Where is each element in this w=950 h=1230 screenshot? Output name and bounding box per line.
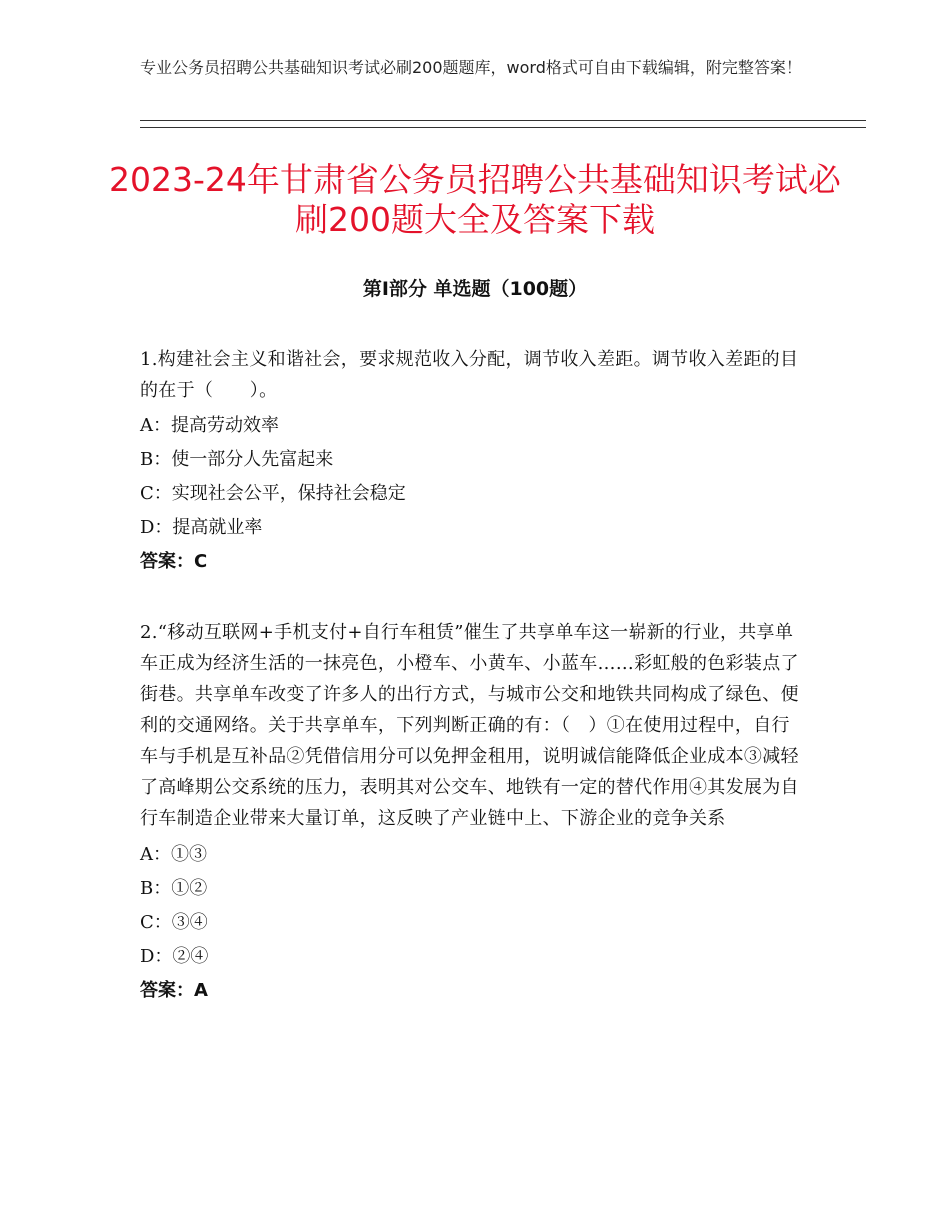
option-c: C：实现社会公平，保持社会稳定 [140, 483, 406, 504]
answer: 答案：C [140, 551, 208, 572]
question-text: 2.“移动互联网+手机支付+自行车租赁”催生了共享单车这一崭新的行业，共享单车正成为经济生活的一抹亮色，小橙车、小黄车、小蓝车……彩虹般的色彩装点了街巷。共享单车改变了许多人的出行方式，与城市公交和地铁共同构成了绿色、便利的交通网络。关于共享单车，下列判断正确的有：（ ）①在使用过程中，自行车与手机是互补品②凭借信用分可以免押金租用，说明诚信能降低企业成本③减轻了高峰期公交系统的压力，表明其对公交车、地铁有一定的替代作用④其发展为自行车制造企业带来大量订单，这反映了产业链中上、下游企业的竞争关系 [140, 622, 799, 829]
question-1 [140, 344, 800, 579]
option-d: D：提高就业率 [140, 517, 263, 538]
option-b: B：①② [140, 878, 208, 899]
header-note: 专业公务员招聘公共基础知识考试必刷200题题库，word格式可自由下载编辑，附完整答案！ [140, 58, 802, 77]
answer: 答案：A [140, 980, 208, 1001]
section-title: 第Ⅰ部分 单选题（100题） [362, 278, 588, 300]
option-b: B：使一部分人先富起来 [140, 449, 334, 470]
question-text: 1.构建社会主义和谐社会，要求规范收入分配，调节收入差距。调节收入差距的目的在于（ ）。 [140, 349, 799, 401]
question-2 [140, 617, 800, 1008]
option-a: A：提高劳动效率 [140, 415, 279, 436]
option-c: C：③④ [140, 912, 208, 933]
document-title: 2023-24年甘肃省公务员招聘公共基础知识考试必刷200题大全及答案下载 [109, 160, 841, 239]
option-a: A：①③ [140, 844, 207, 865]
header-divider [140, 120, 866, 128]
option-d: D：②④ [140, 946, 209, 967]
